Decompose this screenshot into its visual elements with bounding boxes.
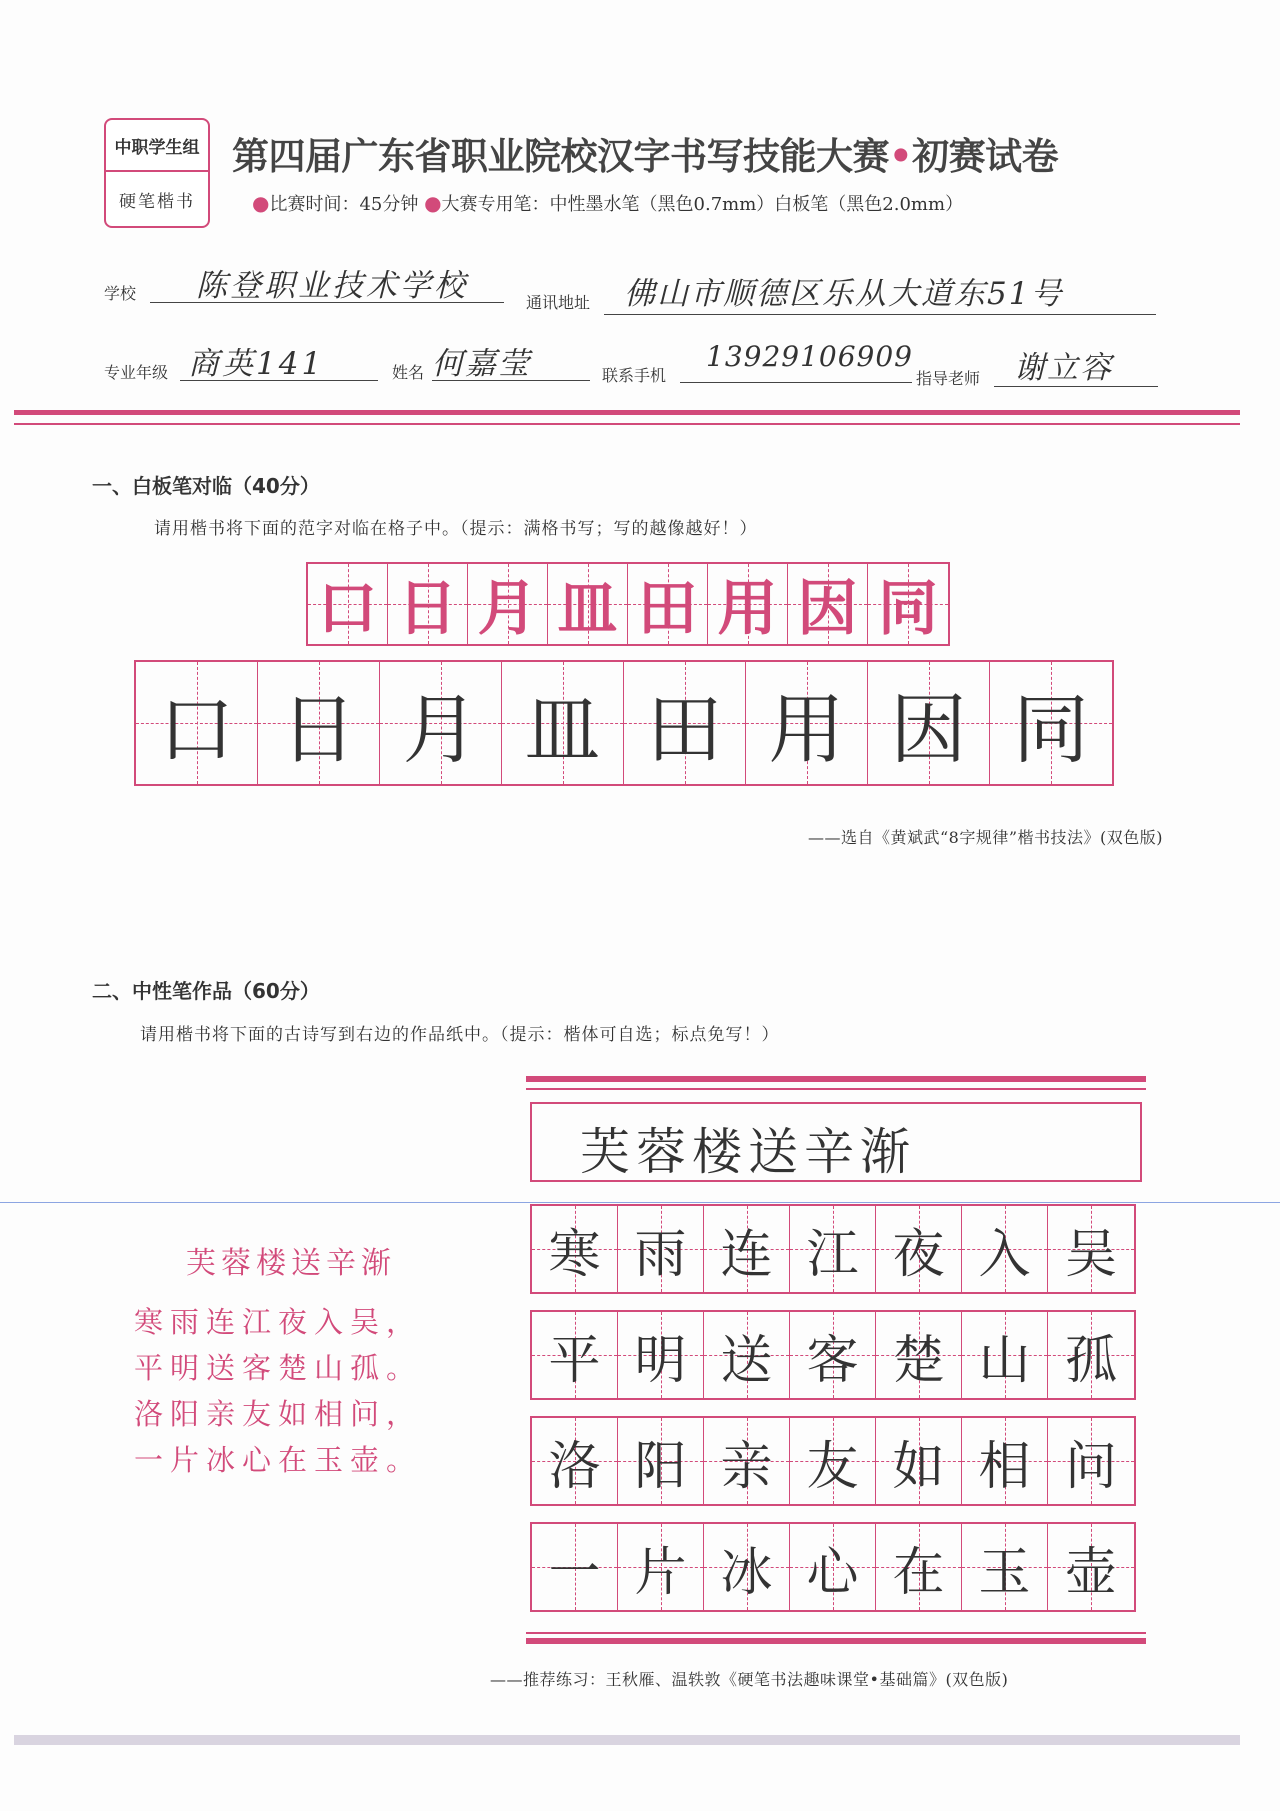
work-cell[interactable] bbox=[876, 1418, 962, 1504]
name-value: 何嘉莹 bbox=[432, 346, 531, 382]
header-divider-thin bbox=[14, 423, 1240, 425]
model-cell bbox=[788, 564, 868, 644]
major-field[interactable] bbox=[180, 340, 378, 381]
paper-top-rule bbox=[526, 1076, 1146, 1082]
work-cell[interactable] bbox=[1048, 1524, 1134, 1610]
practice-cell[interactable] bbox=[990, 662, 1112, 784]
cell-char: 吴 bbox=[1064, 1224, 1117, 1285]
work-cell[interactable] bbox=[790, 1206, 876, 1292]
exam-pen: 大赛专用笔：中性墨水笔（黑色0.7mm）白板笔（黑色2.0mm） bbox=[441, 194, 964, 215]
paper-bottom-rule-thin bbox=[526, 1632, 1146, 1634]
cell-char: 孤 bbox=[1064, 1330, 1117, 1391]
major-value: 商英141 bbox=[188, 346, 325, 382]
cell-char: 阳 bbox=[634, 1436, 687, 1497]
address-field[interactable] bbox=[604, 270, 1156, 315]
cell-char: 在 bbox=[892, 1542, 945, 1603]
practice-cell[interactable] bbox=[868, 662, 990, 784]
work-cell[interactable] bbox=[876, 1312, 962, 1398]
practice-cell[interactable] bbox=[746, 662, 868, 784]
school-label: 学校 bbox=[104, 284, 137, 303]
work-cell[interactable] bbox=[790, 1312, 876, 1398]
cell-char: 明 bbox=[634, 1330, 687, 1391]
cell-char: 亲 bbox=[720, 1436, 773, 1497]
work-row bbox=[530, 1522, 1136, 1612]
work-cell[interactable] bbox=[618, 1312, 704, 1398]
cell-char: 冰 bbox=[720, 1542, 773, 1603]
section1-citation: ——选自《黄斌武“8字规律”楷书技法》(双色版) bbox=[808, 828, 1164, 847]
address-label: 通讯地址 bbox=[526, 293, 591, 312]
cell-char: 玉 bbox=[978, 1542, 1031, 1603]
work-cell[interactable] bbox=[790, 1418, 876, 1504]
poem-reference bbox=[134, 1300, 422, 1484]
section2-citation: ——推荐练习：王秋雁、温轶敦《硬笔书法趣味课堂•基础篇》(双色版) bbox=[490, 1670, 1009, 1689]
cell-char: 用 bbox=[768, 684, 845, 774]
paper-title-box bbox=[530, 1102, 1142, 1182]
cell-char: 因 bbox=[797, 574, 858, 644]
work-cell[interactable] bbox=[704, 1524, 790, 1610]
address-value: 佛山市顺德区乐从大道东51号 bbox=[624, 276, 1064, 312]
work-row bbox=[530, 1416, 1136, 1506]
model-cell bbox=[628, 564, 708, 644]
header-divider-thick bbox=[14, 410, 1240, 415]
model-cell bbox=[548, 564, 628, 644]
section1-instruction: 请用楷书将下面的范字对临在格子中。（提示：满格书写；写的越像越好！） bbox=[154, 519, 758, 539]
cell-char: 同 bbox=[1013, 684, 1089, 774]
cell-char: 连 bbox=[720, 1224, 773, 1285]
cell-char: 送 bbox=[720, 1330, 773, 1391]
model-cell bbox=[308, 564, 388, 644]
work-cell[interactable] bbox=[1048, 1206, 1134, 1292]
work-cell[interactable] bbox=[962, 1312, 1048, 1398]
teacher-value: 谢立容 bbox=[1014, 350, 1113, 386]
work-cell[interactable] bbox=[704, 1312, 790, 1398]
poem-line: 一片冰心在玉壶。 bbox=[134, 1443, 423, 1477]
work-cell[interactable] bbox=[876, 1206, 962, 1292]
work-cell[interactable] bbox=[532, 1206, 618, 1292]
work-cell[interactable] bbox=[532, 1312, 618, 1398]
title-tail: 初赛试卷 bbox=[912, 135, 1059, 178]
work-cell[interactable] bbox=[704, 1206, 790, 1292]
cell-char: 心 bbox=[806, 1542, 859, 1603]
cell-char: 月 bbox=[402, 684, 479, 774]
phone-label: 联系手机 bbox=[602, 366, 667, 385]
model-cell bbox=[708, 564, 788, 644]
work-cell[interactable] bbox=[962, 1418, 1048, 1504]
exam-time: 比赛时间：45分钟 bbox=[269, 194, 419, 215]
badge-style: 硬笔楷书 bbox=[119, 191, 195, 212]
cell-char: 日 bbox=[280, 684, 357, 774]
section1-title: 一、白板笔对临（40分） bbox=[92, 474, 320, 498]
work-cell[interactable] bbox=[962, 1206, 1048, 1292]
cell-char: 入 bbox=[978, 1224, 1031, 1285]
cell-char: 一 bbox=[548, 1542, 601, 1603]
major-label: 专业年级 bbox=[104, 363, 169, 382]
phone-field[interactable] bbox=[680, 340, 912, 383]
cell-char: 洛 bbox=[548, 1436, 601, 1497]
work-row bbox=[530, 1310, 1136, 1400]
scan-artifact bbox=[0, 1202, 1280, 1203]
work-cell[interactable] bbox=[532, 1524, 618, 1610]
work-cell[interactable] bbox=[618, 1524, 704, 1610]
model-cell bbox=[388, 564, 468, 644]
work-cell[interactable] bbox=[704, 1418, 790, 1504]
teacher-label: 指导老师 bbox=[916, 369, 981, 388]
cell-char: 平 bbox=[548, 1330, 601, 1391]
work-cell[interactable] bbox=[1048, 1418, 1134, 1504]
practice-cell[interactable] bbox=[380, 662, 502, 784]
written-poem-title: 芙蓉楼送辛渐 bbox=[580, 1123, 916, 1181]
cell-char: 皿 bbox=[557, 574, 618, 644]
cell-char: 寒 bbox=[548, 1224, 601, 1285]
name-field[interactable] bbox=[432, 340, 590, 381]
name-label: 姓名 bbox=[392, 363, 425, 382]
footer-band bbox=[14, 1735, 1240, 1745]
cell-char: 山 bbox=[978, 1330, 1031, 1391]
work-cell[interactable] bbox=[1048, 1312, 1134, 1398]
cell-char: 同 bbox=[878, 574, 938, 644]
cell-char: 如 bbox=[892, 1436, 945, 1497]
school-value: 陈登职业技术学校 bbox=[196, 268, 468, 304]
work-cell[interactable] bbox=[532, 1418, 618, 1504]
work-cell[interactable] bbox=[618, 1206, 704, 1292]
practice-cell[interactable] bbox=[624, 662, 746, 784]
cell-char: 日 bbox=[397, 574, 458, 644]
cell-char: 问 bbox=[1064, 1436, 1117, 1497]
practice-cell[interactable] bbox=[136, 662, 258, 784]
cell-char: 用 bbox=[717, 574, 778, 644]
work-cell[interactable] bbox=[962, 1524, 1048, 1610]
work-cell[interactable] bbox=[618, 1418, 704, 1504]
model-grid bbox=[306, 562, 950, 646]
title-main: 第四届广东省职业院校汉字书写技能大赛 bbox=[232, 135, 889, 178]
cell-char: 相 bbox=[978, 1436, 1031, 1497]
paper-top-rule-thin bbox=[526, 1088, 1146, 1090]
section2-instruction: 请用楷书将下面的古诗写到右边的作品纸中。（提示：楷体可自选；标点免写！） bbox=[140, 1025, 780, 1045]
cell-char: 楚 bbox=[892, 1330, 945, 1391]
model-cell bbox=[868, 564, 948, 644]
cell-char: 友 bbox=[806, 1436, 859, 1497]
work-cell[interactable] bbox=[876, 1524, 962, 1610]
practice-cell[interactable] bbox=[502, 662, 624, 784]
cell-char: 江 bbox=[806, 1224, 859, 1285]
badge-group: 中职学生组 bbox=[106, 120, 208, 172]
school-field[interactable] bbox=[150, 262, 504, 303]
poem-line: 平明送客楚山孤。 bbox=[134, 1351, 423, 1385]
poem-line: 寒雨连江夜入吴， bbox=[134, 1305, 423, 1339]
phone-value: 13929106909 bbox=[706, 340, 913, 373]
model-cell bbox=[468, 564, 548, 644]
work-cell[interactable] bbox=[790, 1524, 876, 1610]
cell-char: 因 bbox=[890, 684, 967, 774]
exam-info bbox=[252, 190, 963, 216]
section2-title: 二、中性笔作品（60分） bbox=[92, 979, 320, 1003]
poem-line: 洛阳亲友如相问， bbox=[134, 1397, 423, 1431]
cell-char: 月 bbox=[477, 574, 538, 644]
cell-char: 田 bbox=[637, 574, 698, 644]
cell-char: 片 bbox=[634, 1542, 687, 1603]
bullet-icon: ● bbox=[252, 191, 270, 215]
teacher-field[interactable] bbox=[994, 344, 1158, 387]
work-row bbox=[530, 1204, 1136, 1294]
cell-char: 口 bbox=[158, 684, 235, 774]
category-badge bbox=[104, 118, 210, 228]
cell-char: 田 bbox=[646, 684, 723, 774]
bullet-icon: ● bbox=[424, 191, 442, 215]
cell-char: 壶 bbox=[1064, 1542, 1117, 1603]
poem-title: 芙蓉楼送辛渐 bbox=[186, 1246, 396, 1281]
practice-cell[interactable] bbox=[258, 662, 380, 784]
cell-char: 雨 bbox=[634, 1224, 687, 1285]
cell-char: 夜 bbox=[892, 1224, 945, 1285]
page-title bbox=[232, 126, 1058, 180]
cell-char: 客 bbox=[806, 1330, 859, 1391]
cell-char: 口 bbox=[317, 574, 378, 644]
title-separator: • bbox=[889, 135, 913, 178]
practice-grid bbox=[134, 660, 1114, 786]
paper-bottom-rule bbox=[526, 1638, 1146, 1644]
cell-char: 皿 bbox=[524, 684, 601, 774]
